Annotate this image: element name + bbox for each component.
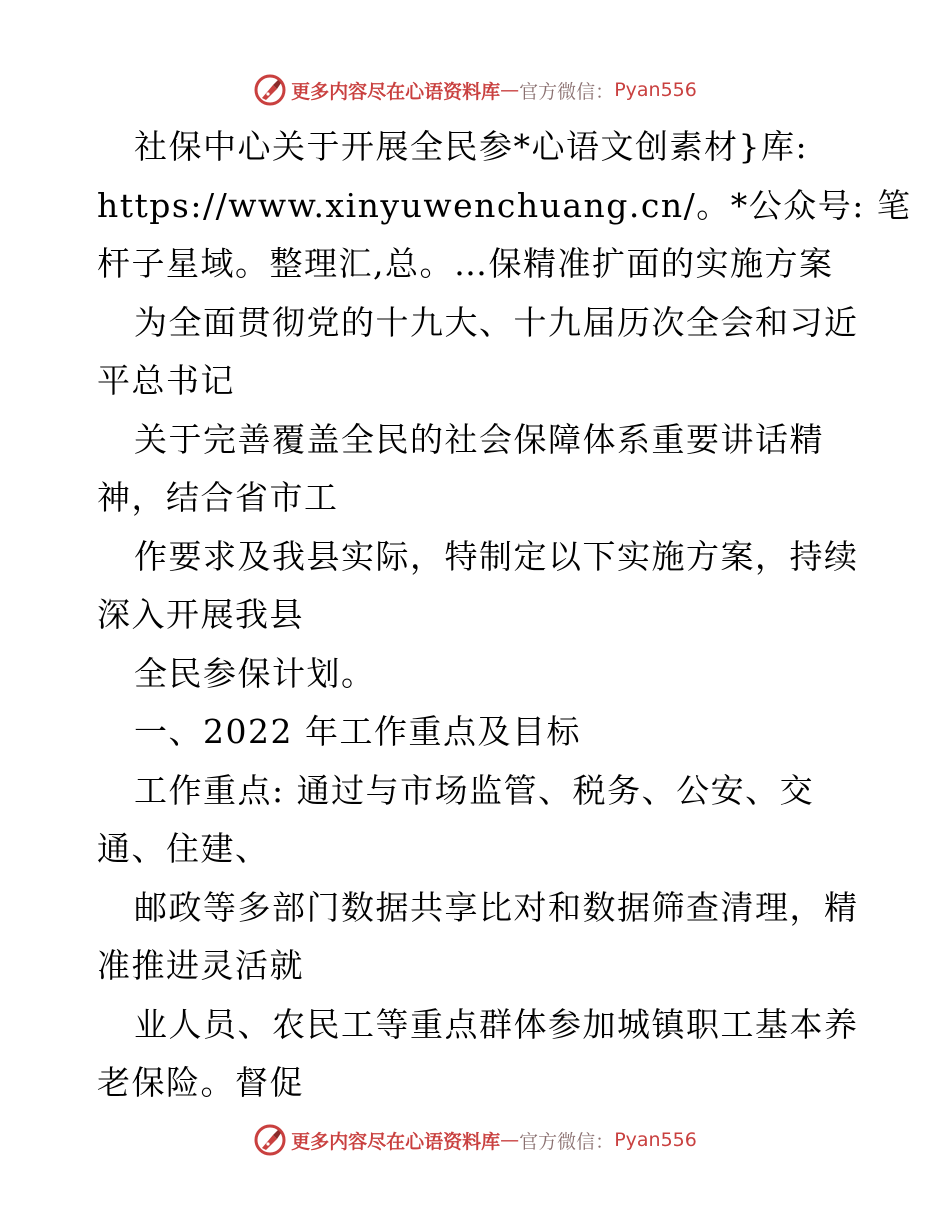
watermark-wechat-id: Pyan556 — [614, 79, 697, 101]
watermark-separator: — — [500, 79, 520, 101]
text-line: 准推进灵活就 — [97, 946, 304, 985]
text-line: 工作重点: 通过与市场监管、税务、公安、交 — [134, 770, 815, 810]
text-line: 邮政等多部门数据共享比对和数据筛查清理，精 — [134, 887, 859, 927]
text-line: https://www.xinyuwenchuang.cn/。*公众号: 笔 — [97, 185, 912, 225]
watermark-wechat-label: 官方微信： — [519, 1130, 615, 1153]
text-line: 通、住建、 — [97, 829, 270, 868]
text-line: 老保险。督促 — [97, 1063, 304, 1102]
watermark-separator: — — [500, 1129, 520, 1151]
text-line: 神，结合省市工 — [97, 478, 339, 517]
text-line: 社保中心关于开展全民参*心语文创素材}库: — [134, 127, 809, 166]
section-heading: 一、2022 年工作重点及目标 — [134, 712, 581, 751]
text-line: 为全面贯彻党的十九大、十九届历次全会和习近 — [134, 302, 859, 342]
pen-nib-logo-icon — [253, 73, 287, 107]
text-line: 关于完善覆盖全民的社会保障体系重要讲话精 — [134, 419, 824, 459]
watermark-text: 更多内容尽在心语资料库 — [291, 80, 501, 103]
text-line: 平总书记 — [97, 361, 235, 400]
document-body — [97, 118, 912, 1113]
text-line: 杆子星域。整理汇,总。…保精准扩面的实施方案 — [97, 244, 834, 283]
watermark-wechat-id: Pyan556 — [614, 1129, 697, 1151]
text-line: 业人员、农民工等重点群体参加城镇职工基本养 — [134, 1004, 859, 1044]
pen-nib-logo-icon — [253, 1123, 287, 1157]
header-watermark — [0, 70, 950, 110]
watermark-text: 更多内容尽在心语资料库 — [291, 1130, 501, 1153]
footer-watermark — [0, 1120, 950, 1160]
text-line: 全民参保计划。 — [134, 653, 376, 693]
watermark-wechat-label: 官方微信： — [519, 80, 615, 103]
text-line: 深入开展我县 — [97, 595, 304, 634]
text-line: 作要求及我县实际，特制定以下实施方案，持续 — [134, 536, 859, 576]
